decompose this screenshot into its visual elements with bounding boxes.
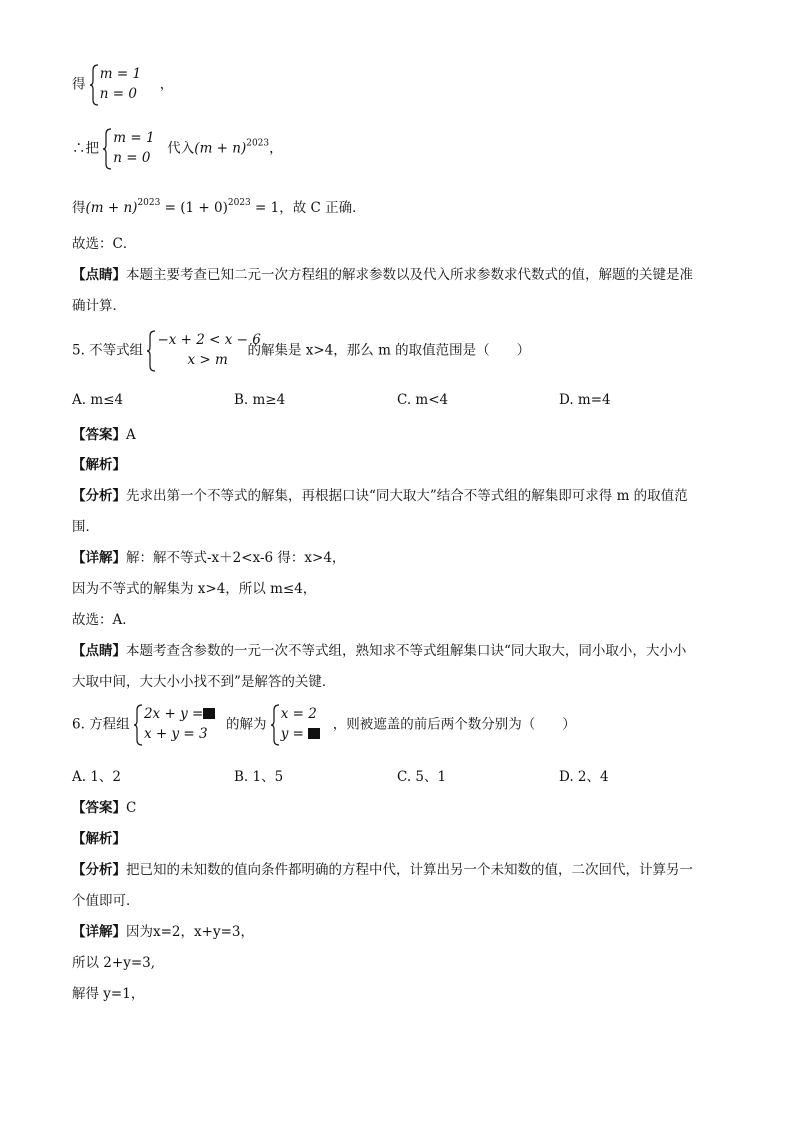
tag-dianjing: 【点睛】 [72, 267, 126, 283]
solution-line-1 [72, 64, 173, 106]
system-row: m = 1 [99, 66, 142, 82]
tag-answer: 【答案】 [72, 427, 126, 443]
solution-line-3 [72, 196, 366, 216]
solution-line-2 [72, 128, 283, 170]
option-d: D. 2、4 [559, 769, 609, 785]
equation-text: y = [280, 726, 304, 742]
comma: ， [159, 76, 174, 93]
xiangjie-line-2: 因为不等式的解集为 x>4，所以 m≤4， [72, 581, 317, 597]
text-jiewei: 的解为 [225, 716, 267, 733]
fenxi-line-2: 围． [72, 519, 99, 535]
answer-line [72, 796, 136, 816]
inequality-system [147, 330, 261, 372]
fenxi-text: 把已知的未知数的值向条件都明确的方程中代，计算出另一个未知数的值，二次回代，计算另一 [126, 862, 693, 878]
xiangjie-line [72, 920, 254, 940]
fenxi-line [72, 858, 693, 878]
brace-icon [90, 64, 100, 106]
conclusion-text: = 1，故 C 正确． [250, 200, 366, 216]
text-ba: ∴把 [72, 140, 99, 157]
xiangjie-line [72, 546, 345, 566]
tag-jiexi: 【解析】 [72, 831, 126, 847]
question-number: 5. 不等式组 [72, 342, 144, 359]
equation-system [103, 128, 167, 170]
system-row: x > m [187, 352, 228, 368]
option-c: C. 5、1 [397, 769, 447, 785]
option-c: C. m<4 [397, 392, 449, 408]
brace-icon [271, 704, 281, 746]
equation-system [90, 64, 160, 106]
exponent: 2023 [137, 198, 161, 208]
expression: (m + n) [85, 200, 138, 216]
system-row: x + y = 3 [143, 726, 208, 742]
tag-fenxi: 【分析】 [72, 862, 126, 878]
question-text: ，则被遮盖的前后两个数分别为（ ） [332, 716, 576, 733]
equation-system [134, 704, 226, 746]
system-row: n = 0 [113, 150, 151, 166]
tag-xiangjie: 【详解】 [72, 550, 126, 566]
answer-value: A [126, 427, 136, 443]
answer-value: C [126, 800, 137, 816]
expression: = (1 + 0) [160, 200, 228, 216]
fenxi-text: 先求出第一个不等式的解集，再根据口诀“同大取大”结合不等式组的解集即可求得 m 的取值范 [126, 488, 688, 504]
tag-jiexi: 【解析】 [72, 457, 126, 473]
dianjing-line-2: 大取中间，大大小小找不到”是解答的关键． [72, 674, 336, 690]
option-a: A. m≤4 [72, 392, 124, 408]
choose-line: 故选：C． [72, 236, 137, 252]
option-d: D. m=4 [559, 392, 611, 408]
text-de: 得 [72, 76, 86, 93]
dianjing-line [72, 263, 693, 283]
xiangjie-text: 因为x=2，x+y=3， [126, 924, 254, 940]
question-6 [72, 704, 576, 746]
tag-answer: 【答案】 [72, 800, 126, 816]
dianjing-line-2: 确计算． [72, 298, 126, 314]
system-row: x = 2 [280, 706, 317, 722]
option-b: B. 1、5 [234, 769, 284, 785]
tag-xiangjie: 【详解】 [72, 924, 126, 940]
brace-icon [147, 330, 157, 372]
question-text: 的解集是 x>4，那么 m 的取值范围是（ ） [247, 342, 531, 359]
system-row [144, 704, 215, 724]
xiangjie-text: 解：解不等式-x＋2<x-6 得：x>4， [126, 550, 346, 566]
xiangjie-line-2: 所以 2+y=3, [72, 955, 156, 971]
option-b: B. m≥4 [234, 392, 286, 408]
equation-text: 2x + y = [143, 706, 204, 722]
text-de: 得 [72, 200, 86, 216]
fenxi-line-2: 个值即可． [72, 893, 140, 909]
system-row: m = 1 [113, 130, 155, 146]
dianjing-text: 本题主要考查已知二元一次方程组的解求参数以及代入所求参数求代数式的值，解题的关键是准 [126, 267, 693, 283]
system-row [281, 724, 321, 744]
fenxi-line [72, 484, 688, 504]
option-a: A. 1、2 [72, 769, 122, 785]
exponent: 2023 [227, 198, 251, 208]
expression: (m + n) [194, 140, 247, 157]
masked-box-icon [203, 708, 215, 719]
brace-icon [103, 128, 113, 170]
brace-icon [134, 704, 144, 746]
dianjing-text: 本题考查含参数的一元一次不等式组，熟知求不等式组解集口诀“同大取大，同小取小，大小小 [126, 643, 687, 659]
answer-line [72, 423, 136, 443]
dianjing-line [72, 639, 686, 659]
system-row: n = 0 [99, 86, 137, 102]
comma: ， [269, 140, 283, 157]
tag-dianjing: 【点睛】 [72, 643, 126, 659]
text-dairu: 代入 [167, 140, 195, 157]
masked-box-icon [308, 728, 320, 739]
question-number: 6. 方程组 [72, 716, 130, 733]
question-5 [72, 330, 530, 372]
exponent: 2023 [246, 138, 270, 149]
system-row: −x + 2 < x − 6 [157, 332, 261, 348]
xiangjie-line-3: 故选：A． [72, 612, 136, 628]
xiangjie-line-3: 解得 y=1， [72, 986, 145, 1002]
solution-system [271, 704, 333, 746]
tag-fenxi: 【分析】 [72, 488, 126, 504]
